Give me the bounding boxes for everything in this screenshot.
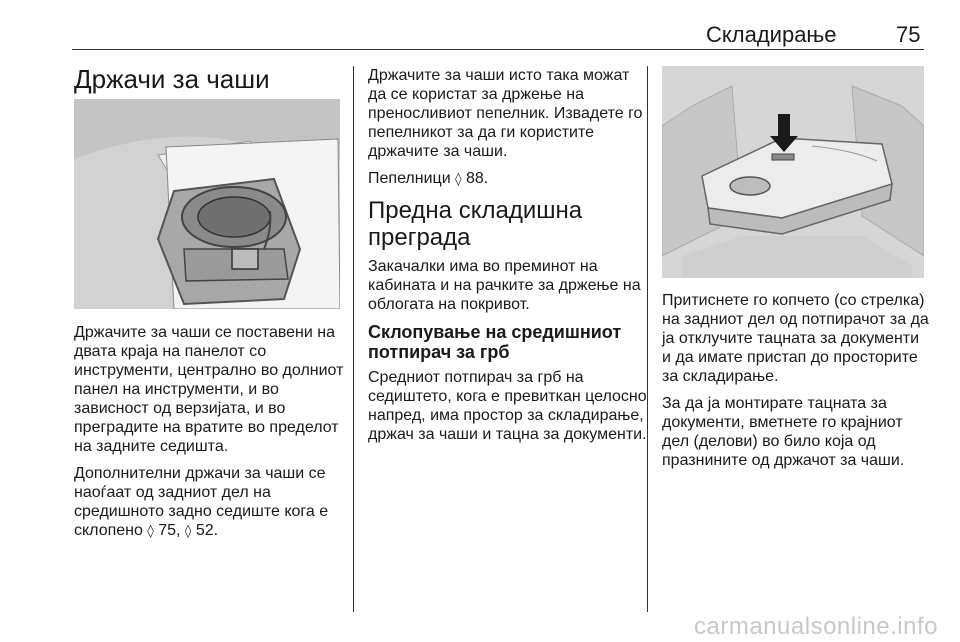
cross-reference-icon: ◊ [147, 524, 154, 539]
section-title-cup-holders: Држачи за чаши [74, 64, 270, 94]
column-divider-2 [647, 66, 648, 612]
ashtray-reference [368, 169, 648, 189]
subsection-title-armrest: Склопување на средишниот потпирач за грб [368, 322, 622, 362]
section-title-front-storage: Предна складишна преграда [368, 197, 583, 251]
header-rule [72, 49, 924, 50]
sentence-end: . [483, 170, 489, 187]
column-divider-1 [353, 66, 354, 612]
mount-tray-paragraph: За да ја монтирате тацната за документи, вметнете го крајниот дел (делови) во било која од празнините од држачот за чаши. [662, 395, 905, 469]
hooks-paragraph: Закачалки има во преминот на кабината и на рачките за држење на облогата на покривот. [368, 258, 641, 313]
watermark: carmanualsonline.info [694, 613, 938, 640]
figure-cup-holder [74, 99, 340, 309]
ref-separator: , [176, 522, 185, 539]
ashtray-ref-label: Пепелници [368, 170, 451, 187]
page-link-75[interactable]: 75 [158, 522, 177, 539]
figure-armrest [662, 66, 924, 278]
cross-reference-icon: ◊ [455, 172, 462, 187]
running-header-title: Складирање [706, 22, 837, 47]
unlock-tray-paragraph: Притиснете го копчето (со стрелка) на задниот дел од потпирачот за да ја отклучите тацната за документи и да имате пристап до просторите за складирање. [662, 292, 929, 385]
cup-holder-illustration [74, 99, 340, 309]
armrest-paragraph: Средниот потпирач за грб на седиштето, кога е превиткан целосно напред, има простор за складирање, држач за чаши и тацна за документи. [368, 369, 647, 443]
page-number: 75 [896, 22, 921, 47]
armrest-illustration [662, 66, 924, 278]
cross-reference-icon: ◊ [184, 524, 192, 539]
portable-ashtray-paragraph: Држачите за чаши исто така можат да се користат за држење на преносливиот пепелник. Извадете го пепелникот за да ги користите држачите за чаши. [368, 67, 643, 160]
additional-cup-holders-paragraph [74, 464, 346, 541]
page-link-88[interactable]: 88 [465, 170, 484, 187]
page-link-52[interactable]: 52 [195, 522, 214, 539]
additional-cup-holders-text: Дополнителни држачи за чаши се наоѓаат од задниот дел на средишното задно седиште кога е склопено [74, 465, 329, 539]
cup-holders-paragraph: Држачите за чаши се поставени на двата краја на панелот со инструменти, централно во долниот панел на инструменти, и во зависност од верзијата, и во преградите на вратите во пределот на задните седишта. [74, 324, 344, 455]
sentence-end: . [213, 522, 219, 539]
